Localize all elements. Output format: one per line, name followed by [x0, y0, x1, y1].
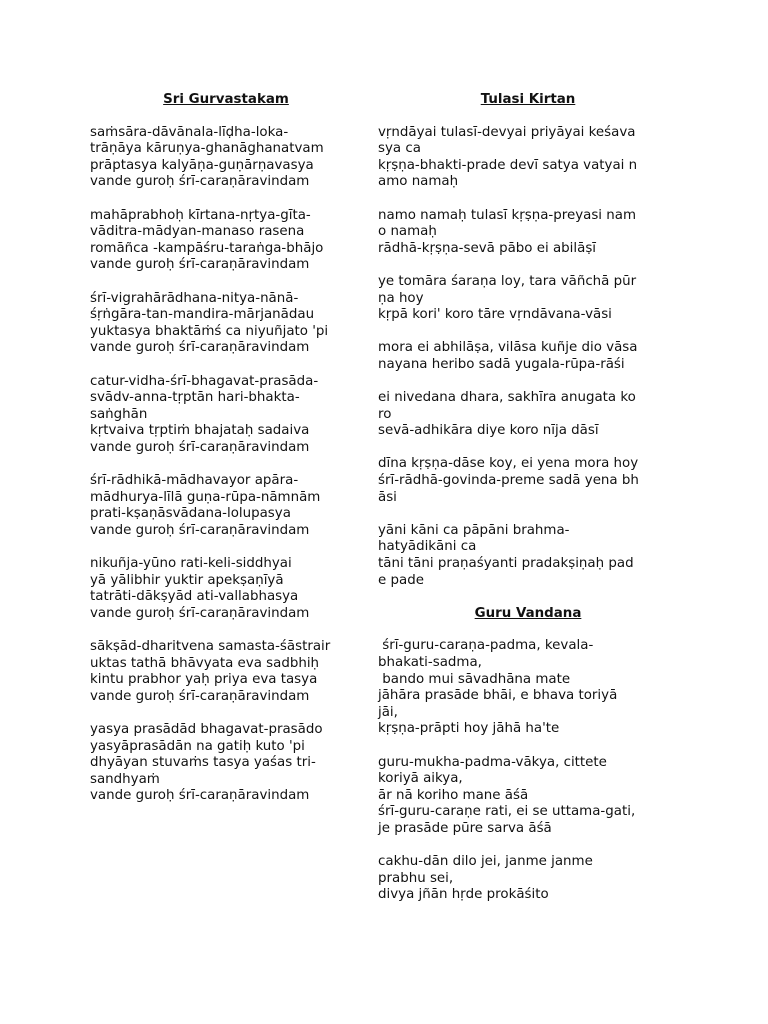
verse-line: śrī-guru-caraṇe rati, ei se uttama-gati,: [378, 804, 636, 820]
stanza: [378, 208, 684, 258]
verse-line: sandhyaṁ: [90, 771, 160, 787]
verse-line: jāi,: [378, 704, 398, 720]
verse-line: saṁsāra-dāvānala-līḍha-loka-: [90, 124, 289, 140]
guru-vandana-stanzas: [378, 638, 684, 904]
stanza: [90, 639, 390, 705]
verse-line: amo namaḥ: [378, 174, 459, 190]
verse-line: śṛṅgāra-tan-mandira-mārjanādau: [90, 307, 315, 323]
gurvastakam-title: Sri Gurvastakam: [163, 92, 289, 107]
gurvastakam-stanzas: [90, 125, 390, 805]
stanza: [90, 473, 390, 539]
verse-line: guru-mukha-padma-vākya, cittete: [378, 754, 607, 770]
guru-vandana-title: Guru Vandana: [474, 605, 582, 621]
verse-line: e pade: [378, 572, 424, 588]
verse-line: divya jñān hṛde prokāśito: [378, 887, 549, 903]
verse-line: ye tomāra śaraṇa loy, tara vāñchā pūr: [378, 273, 637, 289]
verse-line: sevā-adhikāra diye koro nīja dāsī: [378, 423, 599, 439]
verse-line: yuktasya bhaktāṁś ca niyuñjato 'pi: [90, 323, 329, 339]
stanza: [90, 722, 390, 805]
verse-line: koriyā aikya,: [378, 771, 463, 787]
verse-line: vande guroḥ śrī-caraṇāravindam: [90, 340, 310, 356]
stanza: [378, 125, 684, 191]
stanza: [378, 638, 684, 738]
verse-line: svādv-anna-tṛptān hari-bhakta-: [90, 390, 300, 406]
verse-line: vande guroḥ śrī-caraṇāravindam: [90, 605, 310, 621]
verse-line: kṛpā kori' koro tāre vṛndāvana-vāsi: [378, 307, 612, 323]
verse-line: nayana heribo sadā yugala-rūpa-rāśi: [378, 356, 625, 372]
verse-line: kintu prabhor yaḥ priya eva tasya: [90, 672, 318, 688]
verse-line: ṇa hoy: [378, 290, 424, 306]
verse-line: vande guroḥ śrī-caraṇāravindam: [90, 522, 310, 538]
verse-line: śrī-rādhā-govinda-preme sadā yena bh: [378, 473, 639, 489]
verse-line: romāñca -kampāśru-taraṅga-bhājo: [90, 240, 324, 256]
stanza: [90, 125, 390, 191]
verse-line: ro: [378, 406, 392, 422]
verse-line: kṛṣṇa-prāpti hoy jāhā ha'te: [378, 721, 560, 737]
stanza: [90, 291, 390, 357]
right-column: [378, 92, 684, 921]
verse-line: namo namaḥ tulasī kṛṣṇa-preyasi nam: [378, 207, 637, 223]
verse-line: āsi: [378, 489, 397, 505]
verse-line: śrī-vigrahārādhana-nitya-nānā-: [90, 290, 299, 306]
verse-line: nikuñja-yūno rati-keli-siddhyai: [90, 556, 292, 572]
verse-line: dhyāyan stuvaṁs tasya yaśas tri-: [90, 755, 316, 771]
verse-line: saṅghān: [90, 406, 148, 422]
verse-line: uktas tathā bhāvyata eva sadbhiḥ: [90, 655, 320, 671]
verse-line: vande guroḥ śrī-caraṇāravindam: [90, 439, 310, 455]
stanza: [378, 523, 684, 589]
verse-line: yasyāprasādān na gatiḥ kuto 'pi: [90, 738, 305, 754]
verse-line: vande guroḥ śrī-caraṇāravindam: [90, 174, 310, 190]
verse-line: o namaḥ: [378, 224, 437, 240]
verse-line: trāṇāya kāruṇya-ghanāghanatvam: [90, 141, 324, 157]
verse-line: vande guroḥ śrī-caraṇāravindam: [90, 788, 310, 804]
verse-line: catur-vidha-śrī-bhagavat-prasāda-: [90, 373, 319, 389]
verse-line: kṛtvaiva tṛptiṁ bhajataḥ sadaiva: [90, 423, 310, 439]
stanza: [90, 556, 390, 622]
verse-line: vande guroḥ śrī-caraṇāravindam: [90, 257, 310, 273]
stanza: [378, 854, 684, 904]
verse-line: vande guroḥ śrī-caraṇāravindam: [90, 688, 310, 704]
stanza: [90, 374, 390, 457]
verse-line: sākṣād-dharitvena samasta-śāstrair: [90, 639, 331, 654]
verse-line: mādhurya-līlā guṇa-rūpa-nāmnām: [90, 489, 321, 505]
verse-line: bando mui sāvadhāna mate: [378, 671, 571, 687]
verse-line: vāditra-mādyan-manaso rasena: [90, 224, 305, 240]
verse-line: ei nivedana dhara, sakhīra anugata ko: [378, 390, 636, 406]
verse-line: prati-kṣaṇāsvādana-lolupasya: [90, 506, 291, 522]
verse-line: hatyādikāni ca: [378, 539, 477, 555]
verse-line: tatrāti-dākṣyād ati-vallabhasya: [90, 589, 299, 605]
verse-line: śrī-rādhikā-mādhavayor apāra-: [90, 473, 299, 489]
stanza: [378, 340, 684, 373]
verse-line: kṛṣṇa-bhakti-prade devī satya vatyai n: [378, 157, 638, 173]
verse-line: vṛndāyai tulasī-devyai priyāyai keśava: [378, 124, 636, 140]
verse-line: mora ei abhilāṣa, vilāsa kuñje dio vāsa: [378, 340, 638, 356]
verse-line: je prasāde pūre sarva āśā: [378, 820, 552, 836]
verse-line: mahāprabhoḥ kīrtana-nṛtya-gīta-: [90, 207, 311, 223]
left-column: [90, 92, 390, 822]
stanza: [378, 274, 684, 324]
tulasi-kirtan-title: Tulasi Kirtan: [480, 92, 576, 107]
verse-line: prabhu sei,: [378, 870, 454, 886]
tulasi-kirtan-stanzas: [378, 125, 684, 590]
stanza: [378, 456, 684, 506]
verse-line: sya ca: [378, 141, 421, 157]
verse-line: bhakati-sadma,: [378, 655, 482, 670]
verse-line: yā yālibhir yuktir apekṣaṇīyā: [90, 572, 284, 588]
verse-line: yasya prasādād bhagavat-prasādo: [90, 721, 323, 737]
verse-line: śrī-guru-caraṇa-padma, kevala-: [378, 638, 594, 654]
verse-line: jāhāra prasāde bhāi, e bhava toriyā: [378, 688, 618, 704]
verse-line: ār nā koriho mane āśā: [378, 787, 529, 803]
verse-line: tāni tāni praṇaśyanti pradakṣiṇaḥ pad: [378, 556, 634, 572]
verse-line: cakhu-dān dilo jei, janme janme: [378, 854, 593, 870]
verse-line: rādhā-kṛṣṇa-sevā pābo ei abilāṣī: [378, 240, 597, 256]
stanza: [378, 390, 684, 440]
verse-line: dīna kṛṣṇa-dāse koy, ei yena mora hoy: [378, 456, 639, 472]
verse-line: prāptasya kalyāṇa-guṇārṇavasya: [90, 157, 314, 173]
verse-line: yāni kāni ca pāpāni brahma-: [378, 522, 570, 538]
stanza: [378, 755, 684, 838]
stanza: [90, 208, 390, 274]
